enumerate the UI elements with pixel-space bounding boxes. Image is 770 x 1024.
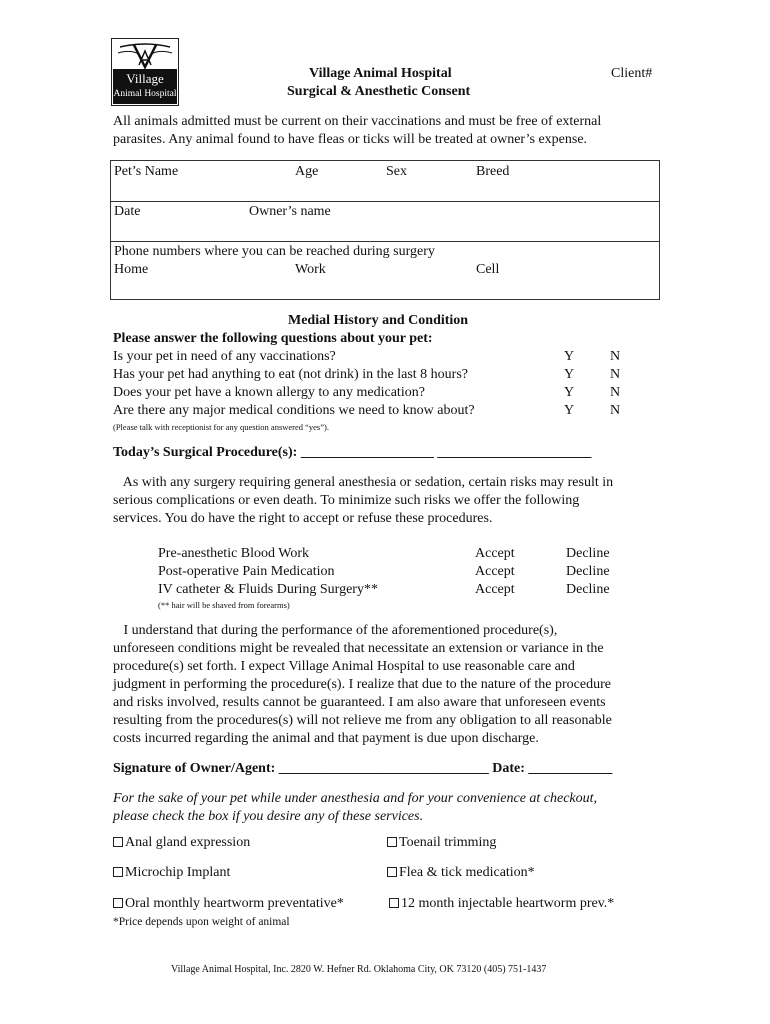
owners-name-label: Owner’s name (249, 204, 331, 219)
answer-no[interactable]: N (610, 349, 621, 364)
option-label: Toenail trimming (399, 835, 497, 850)
pets-name-label: Pet’s Name (114, 164, 179, 179)
checkbox[interactable] (389, 898, 399, 908)
medical-history-title: Medial History and Condition (288, 313, 469, 328)
accept-option[interactable]: Accept (475, 582, 515, 597)
surgical-procedure-field[interactable]: Today’s Surgical Procedure(s): ___________________ ______________________ (113, 445, 592, 460)
answer-yes[interactable]: Y (564, 367, 575, 382)
decline-option[interactable]: Decline (566, 546, 610, 561)
microchip-option[interactable] (113, 865, 230, 881)
understand-line: costs incurred regarding the animal and that payment is due upon discharge. (113, 731, 539, 746)
convenience-line-1: For the sake of your pet while under anesthesia and for your convenience at checkout, (113, 791, 598, 806)
service-name: IV catheter & Fluids During Surgery** (158, 582, 378, 597)
history-question: Is your pet in need of any vaccinations? (113, 349, 336, 364)
answer-yes[interactable]: Y (564, 349, 575, 364)
accept-option[interactable]: Accept (475, 564, 515, 579)
checkbox[interactable] (387, 837, 397, 847)
signature-date-field[interactable]: Signature of Owner/Agent: ______________________________ Date: ____________ (113, 761, 613, 776)
history-prompt: Please answer the following questions about your pet: (113, 331, 433, 346)
logo-emblem-icon (112, 39, 178, 69)
box-divider (111, 201, 659, 202)
logo-text-village: Village (126, 71, 164, 86)
option-label: Anal gland expression (125, 835, 251, 850)
history-question: Are there any major medical conditions we need to know about? (113, 403, 475, 418)
service-name: Pre-anesthetic Blood Work (158, 546, 310, 561)
understand-line: I understand that during the performance of the aforementioned procedure(s), (113, 623, 558, 638)
toenail-option[interactable] (387, 835, 496, 851)
breed-label: Breed (476, 164, 510, 179)
history-question: Does your pet have a known allergy to any medication? (113, 385, 425, 400)
footer-address: Village Animal Hospital, Inc. 2820 W. Hefner Rd. Oklahoma City, OK 73120 (405) 751-1437 (171, 964, 547, 975)
price-note: *Price depends upon weight of animal (113, 916, 290, 928)
decline-option[interactable]: Decline (566, 582, 610, 597)
option-label: Flea & tick medication* (399, 865, 535, 880)
service-name: Post-operative Pain Medication (158, 564, 335, 579)
understand-line: procedure(s) set forth. I expect Village Animal Hospital to use reasonable care and (113, 659, 575, 674)
answer-no[interactable]: N (610, 385, 621, 400)
checkbox[interactable] (113, 898, 123, 908)
understand-line: unforeseen conditions might be revealed that necessitate an extension or variance in the (113, 641, 604, 656)
age-label: Age (295, 164, 319, 179)
flea-tick-option[interactable] (387, 865, 535, 881)
heartworm-injectable-option[interactable] (389, 896, 614, 912)
checkbox[interactable] (387, 867, 397, 877)
answer-no[interactable]: N (610, 367, 621, 382)
checkbox[interactable] (113, 867, 123, 877)
answer-yes[interactable]: Y (564, 385, 575, 400)
anal-gland-option[interactable] (113, 835, 250, 851)
understand-line: and risks involved, results cannot be guaranteed. I am also aware that unforeseen events (113, 695, 606, 710)
pet-owner-info-box (110, 160, 660, 300)
answer-no[interactable]: N (610, 403, 621, 418)
phone-numbers-label: Phone numbers where you can be reached during surgery (114, 244, 435, 259)
history-question: Has your pet had anything to eat (not drink) in the last 8 hours? (113, 367, 468, 382)
risk-line-2: serious complications or even death. To minimize such risks we offer the following (113, 493, 580, 508)
intro-line-2: parasites. Any animal found to have fleas or ticks will be treated at owner’s expense. (113, 132, 588, 147)
option-label: 12 month injectable heartworm prev.* (401, 896, 615, 911)
date-label: Date (114, 204, 141, 219)
answer-yes[interactable]: Y (564, 403, 575, 418)
convenience-line-2: please check the box if you desire any of these services. (113, 809, 424, 824)
accept-option[interactable]: Accept (475, 546, 515, 561)
work-phone-label: Work (295, 262, 326, 277)
services-note: (** hair will be shaved from forearms) (158, 600, 290, 610)
checkbox[interactable] (113, 837, 123, 847)
home-phone-label: Home (114, 262, 149, 277)
risk-line-1: As with any surgery requiring general anesthesia or sedation, certain risks may result in (113, 475, 614, 490)
decline-option[interactable]: Decline (566, 564, 610, 579)
hospital-logo (111, 38, 179, 106)
cell-phone-label: Cell (476, 262, 500, 277)
option-label: Microchip Implant (125, 865, 231, 880)
heartworm-oral-option[interactable] (113, 896, 344, 912)
understand-line: resulting from the procedures(s) will not relieve me from any obligation to all reasonable (113, 713, 612, 728)
risk-line-3: services. You do have the right to accept or refuse these procedures. (113, 511, 493, 526)
hospital-name: Village Animal Hospital (309, 66, 452, 81)
box-divider (111, 241, 659, 242)
history-note: (Please talk with receptionist for any question answered “yes”). (113, 422, 329, 432)
sex-label: Sex (386, 164, 407, 179)
client-number-label: Client# (611, 66, 653, 81)
intro-line-1: All animals admitted must be current on their vaccinations and must be free of external (113, 114, 602, 129)
option-label: Oral monthly heartworm preventative* (125, 896, 344, 911)
logo-text-hospital: Animal Hospital (113, 89, 177, 99)
form-title: Surgical & Anesthetic Consent (287, 84, 471, 99)
understand-line: judgment in performing the procedure(s). I realize that due to the nature of the procedure (113, 677, 611, 692)
